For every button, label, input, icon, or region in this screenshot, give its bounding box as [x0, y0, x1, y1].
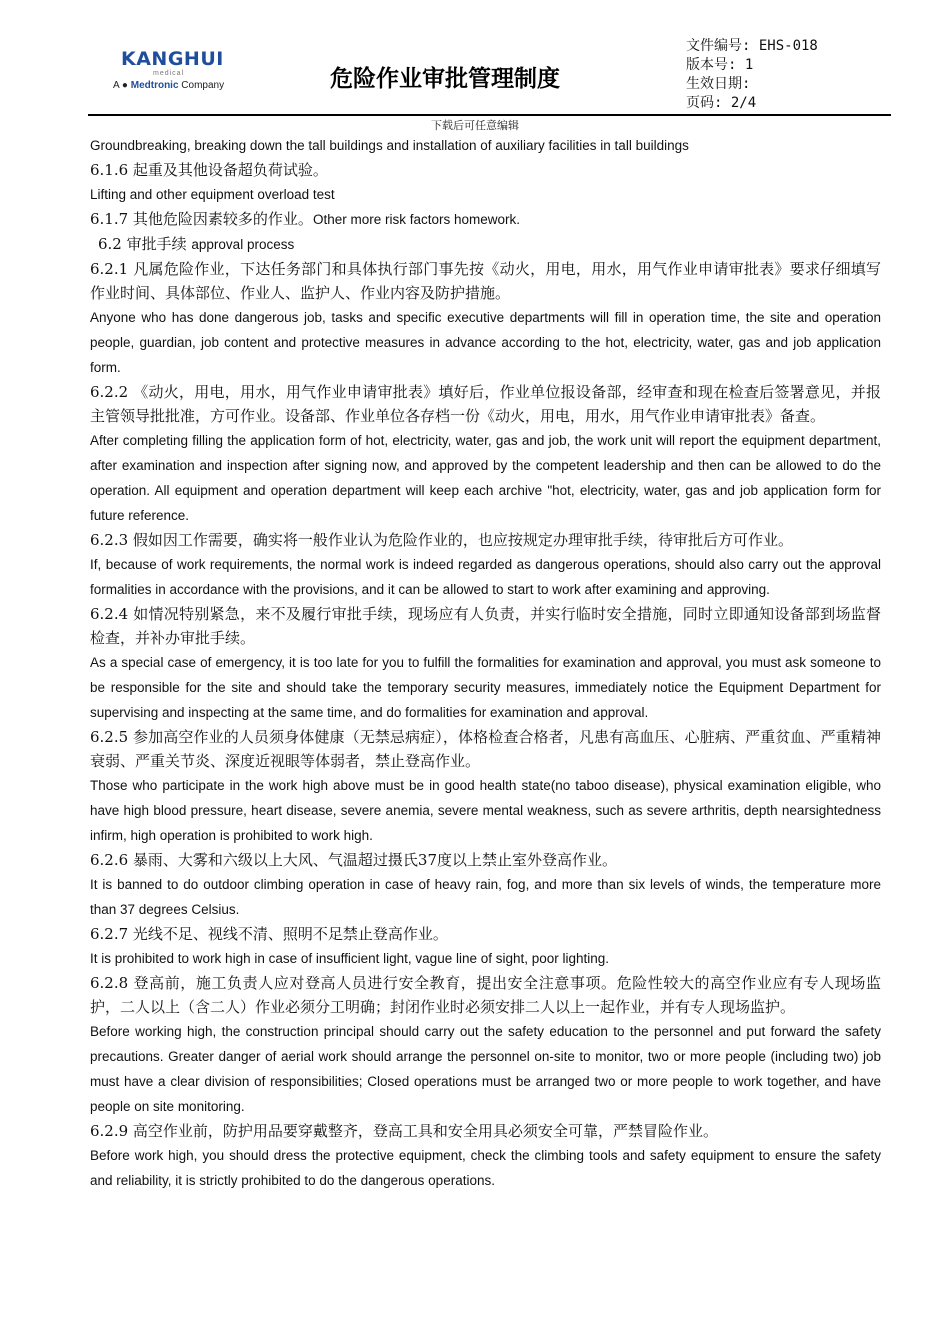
clause-6-2-8: 6.2.8 登高前，施工负责人应对登高人员进行安全教育，提出安全注意事项。危险性较大的高空作业应有专人现场监护，二人以上（含二人）作业必须分工明确；封闭作业时必须安排二人以上一起作业，并有专人现场监护。 — [90, 974, 881, 1016]
version-number: 版本号: 1 — [686, 57, 754, 73]
clause-6-1-6: 6.1.6 起重及其他设备超负荷试验。 — [90, 161, 328, 179]
document-meta — [686, 37, 818, 113]
paragraph: If, because of work requirements, the normal work is indeed regarded as dangerous operations, should also carry out the approval formalities in accordance with the provisions, and it can be allowed to start to work after examining and approving. — [90, 557, 881, 597]
paragraph: After completing filling the application form of hot, electricity, water, gas and job, the work unit will report the equipment department, after examination and inspection after signing now, and approved by the competent leadership and then can be allowed to do the operation. All equipment and operation department will keep each archive "hot, electricity, water, gas and job application form for future reference. — [90, 433, 881, 523]
clause-6-2-9: 6.2.9 高空作业前，防护用品要穿戴整齐，登高工具和安全用具必须安全可靠，严禁冒险作业。 — [90, 1122, 718, 1140]
logo-tag-suffix: Company — [181, 80, 225, 91]
logo-tagline — [113, 80, 224, 91]
logo-tag-prefix: A — [113, 80, 120, 91]
paragraph: Lifting and other equipment overload test — [90, 187, 335, 202]
clause-6-2-2: 6.2.2 《动火，用电，用水，用气作业申请审批表》填好后，作业单位报设备部，经审查和现在检查后签署意见，并报主管领导批批准，方可作业。设备部、作业单位各存档一份《动火，用电，用水，用气作业申请审批表》备查。 — [90, 383, 881, 425]
effective-date: 生效日期: — [686, 76, 751, 92]
logo-subtitle: medical — [153, 70, 185, 77]
paragraph: Groundbreaking, breaking down the tall buildings and installation of auxiliary facilities in tall buildings — [90, 138, 689, 153]
document-body — [90, 133, 881, 1193]
paragraph: It is banned to do outdoor climbing operation in case of heavy rain, fog, and more than six levels of winds, the temperature more than 37 degrees Celsius. — [90, 877, 881, 917]
clause-6-2-6: 6.2.6 暴雨、大雾和六级以上大风、气温超过摄氏37度以上禁止室外登高作业。 — [90, 851, 618, 869]
logo-wordmark: KANGHUI — [121, 48, 224, 70]
section-6-2-heading — [90, 232, 881, 257]
clause-en: Other more risk factors homework. — [312, 212, 520, 227]
heading-en: approval process — [191, 237, 295, 252]
clause-6-2-1: 6.2.1 凡属危险作业，下达任务部门和具体执行部门事先按《动火，用电，用水，用气作业申请审批表》要求仔细填写作业时间、具体部位、作业人、监护人、作业内容及防护措施。 — [90, 260, 881, 302]
paragraph: Before work high, you should dress the protective equipment, check the climbing tools and safety equipment to ensure the safety and reliability, it is strictly prohibited to do the dangerous operations. — [90, 1148, 881, 1188]
paragraph: As a special case of emergency, it is too late for you to fulfill the formalities for examination and approval, you must ask someone to be responsible for the site and should take the temporary security measures, immediately notice the Equipment Department for supervising and inspecting at the same time, and do formalities for examination and approval. — [90, 655, 881, 720]
clause-6-1-7 — [90, 207, 881, 232]
clause-6-2-3: 6.2.3 假如因工作需要，确实将一般作业认为危险作业的，也应按规定办理审批手续，待审批后方可作业。 — [90, 531, 793, 549]
clause-6-2-4: 6.2.4 如情况特别紧急，来不及履行审批手续，现场应有人负责，并实行临时安全措施，同时立即通知设备部到场监督检查，并补办审批手续。 — [90, 605, 881, 647]
clause-6-2-7: 6.2.7 光线不足、视线不清、照明不足禁止登高作业。 — [90, 925, 448, 943]
company-logo — [113, 48, 253, 98]
page-header — [0, 0, 950, 130]
paragraph: Anyone who has done dangerous job, tasks and specific executive departments will fill in operation time, the site and operation people, guardian, job content and protective measures in advance according to the hot, electricity, water, gas and job application form. — [90, 310, 881, 375]
clause-6-2-5: 6.2.5 参加高空作业的人员须身体健康（无禁忌病症），体格检查合格者，凡患有高血压、心脏病、严重贫血、严重精神衰弱、严重关节炎、深度近视眼等体弱者，禁止登高作业。 — [90, 728, 881, 770]
medtronic-icon: ● — [121, 80, 128, 91]
paragraph: Before working high, the construction principal should carry out the safety education to the personnel and put forward the safety precautions. Greater danger of aerial work should arrange the personnel on-site to monitor, two or more people (including two) job must have a clear division of responsibilities; Closed operations must be arranged two or more people to work together, and have people on site monitoring. — [90, 1024, 881, 1114]
paragraph: Those who participate in the work high above must be in good health state(no taboo disease), physical examination eligible, who have high blood pressure, heart disease, severe anemia, severe mental weakness, such as severe arthritis, depth nearsightedness infirm, high operation is prohibited to work high. — [90, 778, 881, 843]
clause-zh: 6.1.7 其他危险因素较多的作业。 — [90, 210, 313, 228]
download-note: 下载后可任意编辑 — [431, 119, 519, 132]
logo-tag-brand: Medtronic — [130, 80, 179, 91]
page-number: 页码: 2/4 — [686, 95, 757, 111]
header-divider — [88, 114, 891, 116]
doc-number: 文件编号: EHS-018 — [686, 38, 818, 54]
heading-zh: 6.2 审批手续 — [98, 235, 192, 253]
paragraph: It is prohibited to work high in case of insufficient light, vague line of sight, poor lighting. — [90, 951, 610, 966]
document-title: 危险作业审批管理制度 — [330, 66, 560, 92]
